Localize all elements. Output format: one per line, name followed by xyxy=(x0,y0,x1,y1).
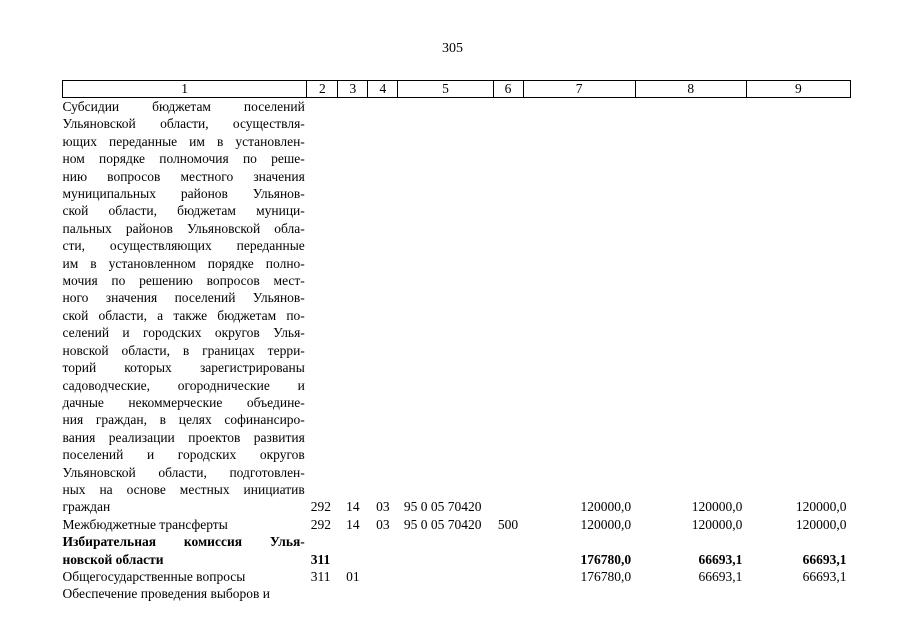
cell-c2: 311 xyxy=(310,568,331,584)
description-line: нию вопросов местного значения xyxy=(62,168,305,184)
description-line: сти, осуществляющих переданные xyxy=(62,238,305,254)
description-line: ном порядке полномочия по реше- xyxy=(62,151,305,167)
cell-c3 xyxy=(338,533,368,568)
header-col-7: 7 xyxy=(523,81,635,98)
table-row xyxy=(63,568,851,585)
description-line: пальных районов Ульяновской обла- xyxy=(62,220,305,236)
description-line: вания реализации проектов развития xyxy=(62,429,305,445)
cell-c8: 66693,1 xyxy=(698,551,743,567)
cell-c3: 14 xyxy=(346,499,360,515)
cell-c2: 292 xyxy=(310,499,332,515)
cell-c8: 66693,1 xyxy=(698,568,743,584)
description-line: Межбюджетные трансферты xyxy=(62,516,228,532)
table-row xyxy=(63,585,851,602)
header-col-3: 3 xyxy=(338,81,368,98)
description-line: новской области, в границах терри- xyxy=(62,342,305,358)
cell-c5 xyxy=(398,568,493,585)
cell-c8: 120000,0 xyxy=(691,499,743,515)
cell-c9: 120000,0 xyxy=(795,499,847,515)
description-line: ющих переданные им в установлен- xyxy=(62,133,305,149)
description-line: ской области, а также бюджетам по- xyxy=(62,307,305,323)
row-description xyxy=(63,98,307,516)
description-line: торий которых зарегистрированы xyxy=(62,360,305,376)
budget-table xyxy=(62,80,851,603)
table-header-row xyxy=(63,81,851,98)
cell-c4 xyxy=(368,568,398,585)
description-line: садоводческие, огороднические и xyxy=(62,377,305,393)
table-body xyxy=(63,98,851,603)
cell-c2: 311 xyxy=(310,551,331,567)
row-description xyxy=(63,585,307,602)
cell-c6 xyxy=(493,98,523,516)
description-line: селений и городских округов Улья- xyxy=(62,325,305,341)
cell-c6 xyxy=(493,533,523,568)
cell-c7: 120000,0 xyxy=(580,516,632,532)
row-description xyxy=(63,533,307,568)
cell-c4 xyxy=(368,585,398,602)
cell-c9 xyxy=(746,585,850,602)
header-col-6: 6 xyxy=(493,81,523,98)
description-line: ской области, бюджетам муници- xyxy=(62,203,305,219)
description-line: Избирательная комиссия Улья- xyxy=(62,534,305,550)
cell-c3: 01 xyxy=(346,568,360,584)
cell-c7: 176780,0 xyxy=(580,551,632,567)
description-line: Субсидии бюджетам поселений xyxy=(62,99,305,114)
description-line: Обеспечение проведения выборов и xyxy=(62,586,271,602)
header-col-2: 2 xyxy=(307,81,338,98)
cell-c5 xyxy=(398,585,493,602)
description-line: Ульяновской области, осуществля- xyxy=(62,116,305,132)
cell-c9: 120000,0 xyxy=(795,516,847,532)
cell-c3 xyxy=(338,585,368,602)
description-line: ния граждан, в целях софинансиро- xyxy=(62,412,305,428)
table-row xyxy=(63,516,851,533)
header-col-1: 1 xyxy=(63,81,307,98)
cell-c5: 95 0 05 70420 xyxy=(403,516,482,532)
cell-c9: 66693,1 xyxy=(802,568,847,584)
description-line: дачные некоммерческие объедине- xyxy=(62,394,305,410)
cell-c8: 120000,0 xyxy=(691,516,743,532)
cell-c5 xyxy=(398,533,493,568)
cell-c2: 292 xyxy=(310,516,332,532)
table-row xyxy=(63,533,851,568)
description-line: ных на основе местных инициатив xyxy=(62,481,305,497)
cell-c7: 176780,0 xyxy=(580,568,632,584)
description-line: Общегосударственные вопросы xyxy=(62,568,246,584)
description-line: мочия по решению вопросов мест- xyxy=(62,273,305,289)
cell-c9: 66693,1 xyxy=(802,551,847,567)
cell-c2 xyxy=(307,585,338,602)
cell-c4: 03 xyxy=(376,499,390,515)
cell-c6: 500 xyxy=(497,516,519,532)
row-description xyxy=(63,516,307,533)
cell-c4 xyxy=(368,533,398,568)
cell-c7: 120000,0 xyxy=(580,499,632,515)
cell-c3: 14 xyxy=(346,516,360,532)
header-col-4: 4 xyxy=(368,81,398,98)
description-line: ного значения поселений Ульянов- xyxy=(62,290,305,306)
row-description xyxy=(63,568,307,585)
header-col-9: 9 xyxy=(746,81,850,98)
page-number: 305 xyxy=(442,41,463,56)
header-col-8: 8 xyxy=(635,81,746,98)
cell-c5: 95 0 05 70420 xyxy=(403,499,482,515)
cell-c6 xyxy=(493,568,523,585)
description-line: новской области xyxy=(62,551,164,567)
description-line: граждан xyxy=(62,499,111,515)
description-line: муниципальных районов Ульянов- xyxy=(62,186,305,202)
description-line: поселений и городских округов xyxy=(62,447,305,463)
cell-c4: 03 xyxy=(376,516,390,532)
cell-c7 xyxy=(523,585,635,602)
header-col-5: 5 xyxy=(398,81,493,98)
cell-c6 xyxy=(493,585,523,602)
description-line: им в установленном порядке полно- xyxy=(62,255,305,271)
description-line: Ульяновской области, подготовлен- xyxy=(62,464,305,480)
table-row xyxy=(63,98,851,516)
cell-c8 xyxy=(635,585,746,602)
